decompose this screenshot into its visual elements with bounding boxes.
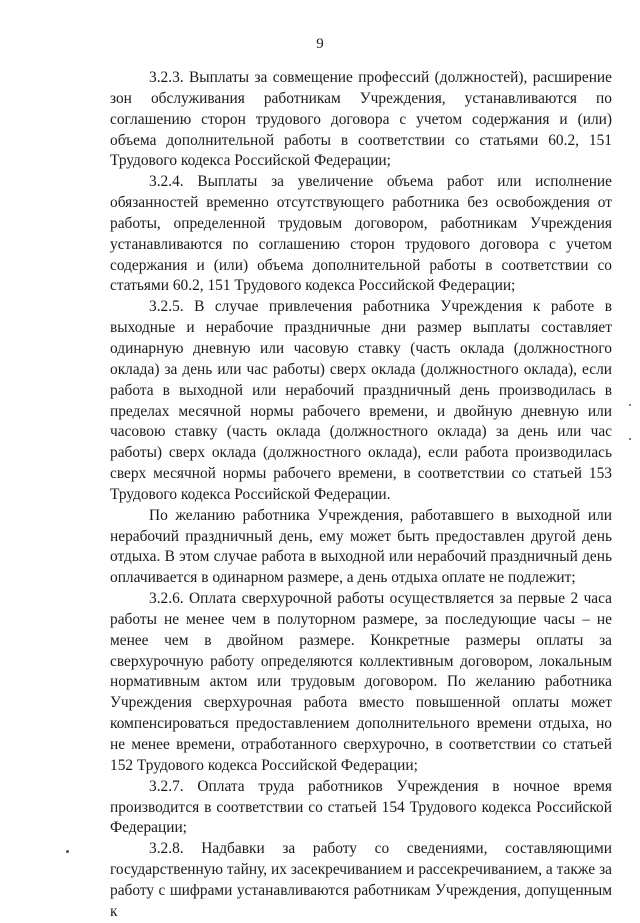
- paragraph-3-2-4: 3.2.4. Выплаты за увеличение объема работ или исполнение обязанностей временно отсутствующего работника без освобождения от работы, определенной трудовым договором, работникам Учреждения устанавливаются по соглашению сторон трудового договора с учетом содержания и (или) объема дополнительной работы в соответствии со статьями 60.2, 151 Трудового кодекса Российской Федерации;: [110, 173, 612, 295]
- scan-speck: [66, 850, 69, 853]
- scan-speck: [629, 404, 631, 406]
- paragraph-day-off: По желанию работника Учреждения, работавшего в выходной или нерабочий праздничный день, ему может быть предоставлен другой день отдыха. В этом случае работа в выходной или нерабочий праздничный день оплачивается в одинарном размере, а день отдыха оплате не подлежит;: [110, 506, 612, 587]
- paragraph-3-2-6: 3.2.6. Оплата сверхурочной работы осуществляется за первые 2 часа работы не менее чем в полуторном размере, за последующие часы – не менее чем в двойном размере. Конкретные размеры оплаты за сверхурочную работу определяются коллективным договором, локальным нормативным актом или трудовым договором. По желанию работника Учреждения сверхурочная работа вместо повышенной оплаты может компенсироваться предоставлением дополнительного времени отдыха, но не менее времени, отработанного сверхурочно, в соответствии со статьей 152 Трудового кодекса Российской Федерации;: [110, 590, 612, 774]
- paragraph-3-2-3: 3.2.3. Выплаты за совмещение профессий (должностей), расширение зон обслуживания работникам Учреждения, устанавливаются по соглашению сторон трудового договора с учетом содержания и (или) объема дополнительной работы в соответствии со статьями 60.2, 151 Трудового кодекса Российской Федерации;: [110, 69, 612, 170]
- paragraph-3-2-5: 3.2.5. В случае привлечения работника Учреждения к работе в выходные и нерабочие праздничные дни размер выплаты составляет одинарную дневную или часовую ставку (часть оклада (должностного оклада) за день или час работы) сверх оклада (должностного оклада), если работа в выходной или нерабочий праздничный день производилась в пределах месячной нормы рабочего времени, и двойную дневную или часовою ставку (часть оклада (должностного оклада) за день или час работы) сверх оклада (должностного оклада), если работа производилась сверх месячной нормы рабочего времени, в соответствии со статьей 153 Трудового кодекса Российской Федерации.: [110, 298, 612, 503]
- paragraph-3-2-7: 3.2.7. Оплата труда работников Учреждения в ночное время производится в соответствии со статьей 154 Трудового кодекса Российской Федерации;: [110, 777, 612, 837]
- paragraph-3-2-8: 3.2.8. Надбавки за работу со сведениями, составляющими государственную тайну, их засекречиванием и рассекречиванием, а также за работу с шифрами устанавливаются работникам Учреждения, допущенным к: [110, 840, 612, 920]
- scan-speck: [629, 438, 631, 440]
- document-body: [110, 68, 612, 923]
- page-number: 9: [316, 36, 324, 52]
